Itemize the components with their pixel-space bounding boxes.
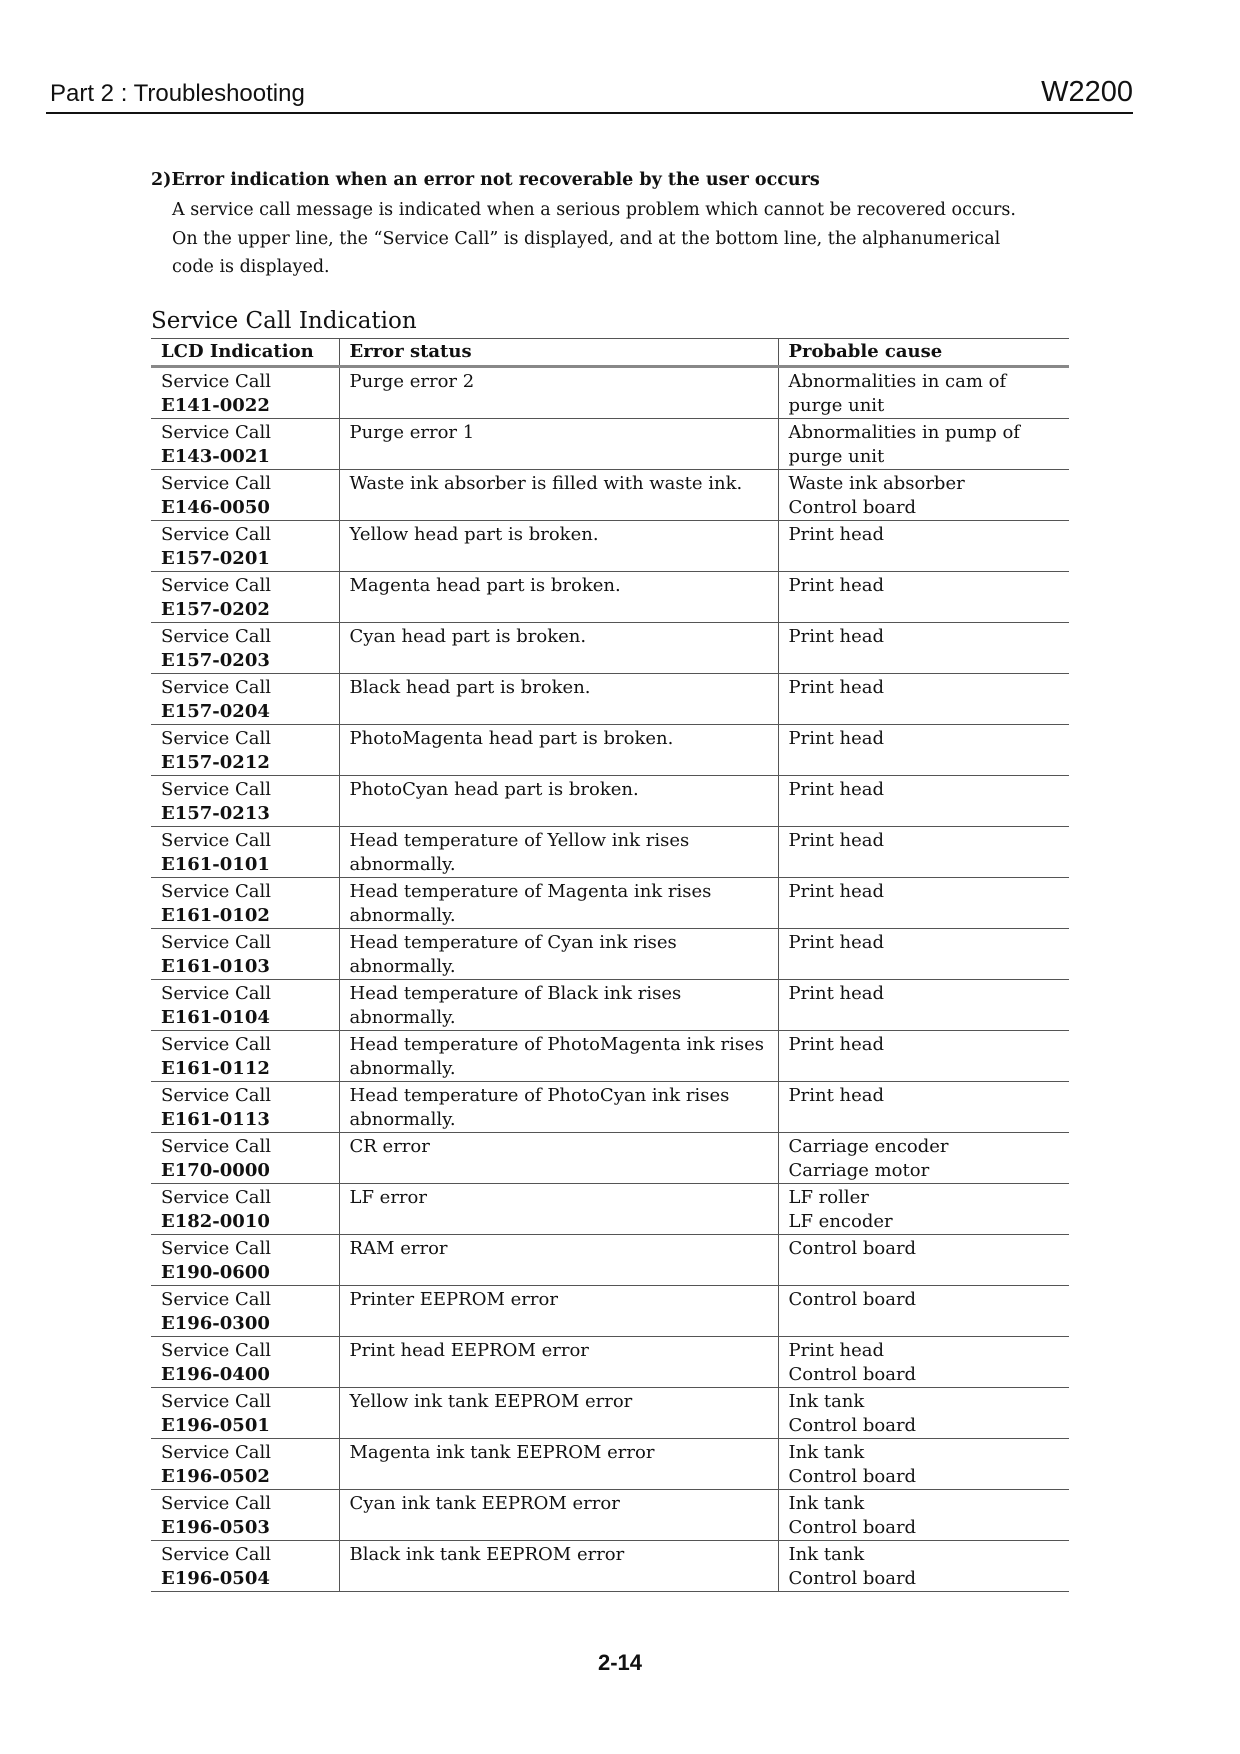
table-row: [151, 623, 1069, 674]
table-row: [151, 980, 1069, 1031]
lcd-label: Service Call: [161, 422, 271, 443]
lcd-label: Service Call: [161, 1136, 271, 1157]
probable-cause-cell: [778, 980, 1069, 1031]
error-status-cell: PhotoMagenta head part is broken.: [339, 725, 778, 776]
lcd-indication-cell: [151, 1490, 339, 1541]
error-code: E146-0050: [161, 497, 270, 518]
table-row: [151, 1031, 1069, 1082]
probable-cause-line: purge unit: [788, 446, 885, 467]
probable-cause-cell: [778, 929, 1069, 980]
error-code: E157-0213: [161, 803, 270, 824]
table-row: [151, 878, 1069, 929]
service-call-table: [151, 338, 1069, 1592]
error-code: E196-0502: [161, 1466, 270, 1487]
table-row: [151, 674, 1069, 725]
lcd-label: Service Call: [161, 1442, 271, 1463]
lcd-label: Service Call: [161, 1340, 271, 1361]
error-status-cell: Magenta head part is broken.: [339, 572, 778, 623]
table-row: [151, 929, 1069, 980]
probable-cause-cell: [778, 1031, 1069, 1082]
lcd-indication-cell: [151, 1286, 339, 1337]
lcd-label: Service Call: [161, 626, 271, 647]
table-row: [151, 725, 1069, 776]
lcd-label: Service Call: [161, 1238, 271, 1259]
error-code: E190-0600: [161, 1262, 270, 1283]
error-status-cell: Purge error 2: [339, 367, 778, 419]
lcd-label: Service Call: [161, 1493, 271, 1514]
probable-cause-line: Abnormalities in pump of: [788, 422, 1020, 443]
probable-cause-cell: [778, 1286, 1069, 1337]
probable-cause-line: Carriage encoder: [788, 1136, 949, 1157]
error-status-cell: Head temperature of Magenta ink rises abnormally.: [339, 878, 778, 929]
lcd-indication-cell: [151, 1541, 339, 1592]
probable-cause-line: Print head: [788, 932, 885, 953]
error-code: E141-0022: [161, 395, 270, 416]
error-status-cell: Cyan ink tank EEPROM error: [339, 1490, 778, 1541]
table-header-row: [151, 339, 1069, 367]
error-status-cell: CR error: [339, 1133, 778, 1184]
probable-cause-line: Print head: [788, 575, 885, 596]
lcd-indication-cell: [151, 419, 339, 470]
probable-cause-line: LF encoder: [788, 1211, 893, 1232]
intro-line: On the upper line, the “Service Call” is displayed, and at the bottom line, the alphanumerical: [172, 228, 1001, 249]
probable-cause-cell: [778, 725, 1069, 776]
lcd-indication-cell: [151, 1133, 339, 1184]
error-status-cell: Magenta ink tank EEPROM error: [339, 1439, 778, 1490]
lcd-label: Service Call: [161, 983, 271, 1004]
error-code: E157-0201: [161, 548, 270, 569]
lcd-indication-cell: [151, 827, 339, 878]
table-row: [151, 470, 1069, 521]
probable-cause-cell: [778, 521, 1069, 572]
table-row: [151, 827, 1069, 878]
error-status-cell: Black head part is broken.: [339, 674, 778, 725]
lcd-indication-cell: [151, 1439, 339, 1490]
error-code: E161-0102: [161, 905, 270, 926]
lcd-indication-cell: [151, 521, 339, 572]
probable-cause-cell: [778, 1184, 1069, 1235]
error-status-cell: LF error: [339, 1184, 778, 1235]
probable-cause-cell: [778, 572, 1069, 623]
lcd-indication-cell: [151, 623, 339, 674]
header-section-title: Part 2 : Troubleshooting: [50, 80, 305, 107]
table-row: [151, 1235, 1069, 1286]
probable-cause-cell: [778, 827, 1069, 878]
lcd-indication-cell: [151, 929, 339, 980]
lcd-label: Service Call: [161, 830, 271, 851]
probable-cause-line: Ink tank: [788, 1544, 865, 1565]
table-row: [151, 572, 1069, 623]
error-status-cell: PhotoCyan head part is broken.: [339, 776, 778, 827]
probable-cause-line: Waste ink absorber: [788, 473, 965, 494]
probable-cause-line: Print head: [788, 1340, 885, 1361]
probable-cause-cell: [778, 470, 1069, 521]
probable-cause-line: purge unit: [788, 395, 885, 416]
probable-cause-line: Control board: [788, 1415, 917, 1436]
lcd-label: Service Call: [161, 677, 271, 698]
error-status-cell: Yellow ink tank EEPROM error: [339, 1388, 778, 1439]
table-row: [151, 419, 1069, 470]
probable-cause-line: Print head: [788, 677, 885, 698]
probable-cause-line: Control board: [788, 1289, 917, 1310]
error-code: E196-0501: [161, 1415, 270, 1436]
error-code: E161-0113: [161, 1109, 270, 1130]
section-heading: 2)Error indication when an error not recoverable by the user occurs: [151, 170, 820, 190]
table-row: [151, 776, 1069, 827]
header-rule: [46, 112, 1133, 114]
error-code: E143-0021: [161, 446, 270, 467]
error-status-cell: Purge error 1: [339, 419, 778, 470]
lcd-indication-cell: [151, 725, 339, 776]
table-row: [151, 1388, 1069, 1439]
probable-cause-cell: [778, 776, 1069, 827]
probable-cause-line: Print head: [788, 728, 885, 749]
table-row: [151, 1541, 1069, 1592]
probable-cause-line: Ink tank: [788, 1493, 865, 1514]
probable-cause-cell: [778, 878, 1069, 929]
probable-cause-cell: [778, 1337, 1069, 1388]
probable-cause-line: LF roller: [788, 1187, 869, 1208]
table-row: [151, 1337, 1069, 1388]
probable-cause-cell: [778, 1388, 1069, 1439]
error-status-cell: Yellow head part is broken.: [339, 521, 778, 572]
table-row: [151, 1133, 1069, 1184]
error-code: E157-0204: [161, 701, 270, 722]
probable-cause-cell: [778, 1082, 1069, 1133]
probable-cause-line: Control board: [788, 1568, 917, 1589]
lcd-indication-cell: [151, 980, 339, 1031]
lcd-label: Service Call: [161, 473, 271, 494]
table-row: [151, 521, 1069, 572]
lcd-indication-cell: [151, 1184, 339, 1235]
error-code: E161-0112: [161, 1058, 270, 1079]
lcd-label: Service Call: [161, 1544, 271, 1565]
lcd-label: Service Call: [161, 1034, 271, 1055]
lcd-indication-cell: [151, 674, 339, 725]
probable-cause-line: Control board: [788, 1466, 917, 1487]
error-code: E157-0203: [161, 650, 270, 671]
probable-cause-cell: [778, 1439, 1069, 1490]
lcd-label: Service Call: [161, 371, 271, 392]
error-status-cell: Waste ink absorber is filled with waste ink.: [339, 470, 778, 521]
page-number: 2-14: [597, 1650, 643, 1675]
intro-line: code is displayed.: [172, 257, 330, 277]
lcd-indication-cell: [151, 1235, 339, 1286]
probable-cause-line: Print head: [788, 1085, 885, 1106]
table-body: [151, 367, 1069, 1592]
probable-cause-line: Print head: [788, 779, 885, 800]
lcd-indication-cell: [151, 1082, 339, 1133]
probable-cause-cell: [778, 1235, 1069, 1286]
lcd-indication-cell: [151, 878, 339, 929]
probable-cause-cell: [778, 623, 1069, 674]
error-status-cell: Head temperature of Black ink rises abnormally.: [339, 980, 778, 1031]
error-status-cell: Head temperature of PhotoCyan ink rises abnormally.: [339, 1082, 778, 1133]
error-status-cell: Black ink tank EEPROM error: [339, 1541, 778, 1592]
probable-cause-line: Abnormalities in cam of: [788, 371, 1007, 392]
error-code: E196-0400: [161, 1364, 270, 1385]
probable-cause-cell: [778, 1490, 1069, 1541]
lcd-label: Service Call: [161, 779, 271, 800]
lcd-label: Service Call: [161, 524, 271, 545]
error-status-cell: RAM error: [339, 1235, 778, 1286]
error-code: E161-0101: [161, 854, 270, 875]
lcd-label: Service Call: [161, 1391, 271, 1412]
error-status-cell: Print head EEPROM error: [339, 1337, 778, 1388]
table-row: [151, 1286, 1069, 1337]
column-header-lcd-indication: LCD Indication: [151, 339, 339, 367]
error-code: E157-0202: [161, 599, 270, 620]
lcd-indication-cell: [151, 1337, 339, 1388]
probable-cause-line: Ink tank: [788, 1442, 865, 1463]
intro-paragraph: [172, 196, 1092, 282]
lcd-label: Service Call: [161, 1289, 271, 1310]
probable-cause-line: Print head: [788, 881, 885, 902]
probable-cause-line: Control board: [788, 497, 917, 518]
error-status-cell: Head temperature of Yellow ink rises abnormally.: [339, 827, 778, 878]
error-status-cell: Head temperature of Cyan ink rises abnormally.: [339, 929, 778, 980]
lcd-indication-cell: [151, 367, 339, 419]
error-code: E196-0300: [161, 1313, 270, 1334]
error-status-cell: Head temperature of PhotoMagenta ink rises abnormally.: [339, 1031, 778, 1082]
error-status-cell: Printer EEPROM error: [339, 1286, 778, 1337]
lcd-indication-cell: [151, 470, 339, 521]
probable-cause-line: Print head: [788, 983, 885, 1004]
probable-cause-line: Print head: [788, 524, 885, 545]
lcd-label: Service Call: [161, 1187, 271, 1208]
table-row: [151, 1439, 1069, 1490]
probable-cause-cell: [778, 674, 1069, 725]
probable-cause-line: Print head: [788, 830, 885, 851]
lcd-indication-cell: [151, 1031, 339, 1082]
error-code: E170-0000: [161, 1160, 270, 1181]
probable-cause-line: Control board: [788, 1517, 917, 1538]
lcd-indication-cell: [151, 776, 339, 827]
table-row: [151, 367, 1069, 419]
error-code: E196-0504: [161, 1568, 270, 1589]
probable-cause-line: Ink tank: [788, 1391, 865, 1412]
probable-cause-line: Control board: [788, 1238, 917, 1259]
probable-cause-cell: [778, 419, 1069, 470]
probable-cause-line: Control board: [788, 1364, 917, 1385]
column-header-probable-cause: Probable cause: [778, 339, 1069, 367]
table-row: [151, 1184, 1069, 1235]
probable-cause-line: Print head: [788, 626, 885, 647]
error-code: E196-0503: [161, 1517, 270, 1538]
table-title: Service Call Indication: [151, 308, 417, 334]
lcd-indication-cell: [151, 572, 339, 623]
probable-cause-line: Print head: [788, 1034, 885, 1055]
table-row: [151, 1490, 1069, 1541]
header-model-name: W2200: [1041, 76, 1133, 108]
column-header-error-status: Error status: [339, 339, 778, 367]
error-code: E161-0103: [161, 956, 270, 977]
error-code: E182-0010: [161, 1211, 270, 1232]
probable-cause-line: Carriage motor: [788, 1160, 930, 1181]
lcd-label: Service Call: [161, 932, 271, 953]
intro-line: A service call message is indicated when a serious problem which cannot be recovered occurs.: [172, 200, 1016, 220]
probable-cause-cell: [778, 1541, 1069, 1592]
lcd-label: Service Call: [161, 1085, 271, 1106]
lcd-label: Service Call: [161, 881, 271, 902]
error-status-cell: Cyan head part is broken.: [339, 623, 778, 674]
probable-cause-cell: [778, 1133, 1069, 1184]
probable-cause-cell: [778, 367, 1069, 419]
error-code: E157-0212: [161, 752, 270, 773]
lcd-label: Service Call: [161, 575, 271, 596]
lcd-label: Service Call: [161, 728, 271, 749]
lcd-indication-cell: [151, 1388, 339, 1439]
error-code: E161-0104: [161, 1007, 270, 1028]
table-row: [151, 1082, 1069, 1133]
